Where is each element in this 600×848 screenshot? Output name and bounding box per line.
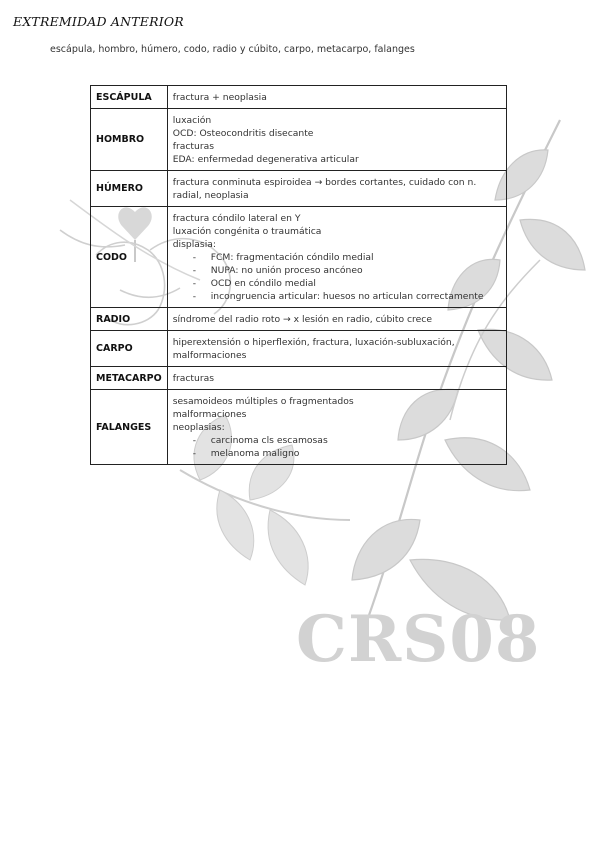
dash-marker: - bbox=[192, 435, 197, 446]
bone-name: RADIO bbox=[91, 308, 168, 331]
condition-line: hiperextensión o hiperflexión, fractura, luxación-subluxación, malformaciones bbox=[172, 337, 455, 361]
condition-line: malformaciones bbox=[172, 409, 247, 420]
condition-line: fracturas bbox=[172, 373, 215, 384]
sub-list bbox=[173, 251, 501, 303]
condition-line: luxación congénita o traumática bbox=[172, 226, 322, 237]
sub-item-text: NUPA: no unión proceso ancóneo bbox=[210, 265, 363, 276]
condition-cell bbox=[167, 207, 506, 308]
list-item bbox=[193, 447, 501, 460]
condition-cell bbox=[167, 109, 506, 171]
bone-name: CODO bbox=[91, 207, 168, 308]
list-item bbox=[193, 277, 501, 290]
condition-line: EDA: enfermedad degenerativa articular bbox=[172, 154, 359, 165]
dash-marker: - bbox=[192, 278, 197, 289]
condition-line: displasia: bbox=[172, 239, 216, 250]
sub-item-text: FCM: fragmentación cóndilo medial bbox=[210, 252, 374, 263]
dash-marker: - bbox=[192, 291, 197, 302]
condition-cell bbox=[167, 308, 506, 331]
bone-name: CARPO bbox=[91, 331, 168, 367]
table-row bbox=[91, 367, 507, 390]
subtitle: escápula, hombro, húmero, codo, radio y cúbito, carpo, metacarpo, falanges bbox=[50, 44, 415, 55]
table-row bbox=[91, 86, 507, 109]
list-item bbox=[193, 251, 501, 264]
table-row bbox=[91, 109, 507, 171]
dash-marker: - bbox=[192, 448, 197, 459]
table-row bbox=[91, 171, 507, 207]
condition-line: OCD: Osteocondritis disecante bbox=[172, 128, 314, 139]
table-row bbox=[91, 390, 507, 465]
table-row bbox=[91, 207, 507, 308]
list-item bbox=[193, 264, 501, 277]
bone-name: HOMBRO bbox=[91, 109, 168, 171]
sub-item-text: carcinoma cls escamosas bbox=[210, 435, 328, 446]
condition-line: sesamoideos múltiples o fragmentados bbox=[172, 396, 354, 407]
condition-cell bbox=[167, 171, 506, 207]
bones-table-body bbox=[91, 86, 507, 465]
condition-line: neoplasias: bbox=[172, 422, 225, 433]
condition-line: síndrome del radio roto → x lesión en radio, cúbito crece bbox=[172, 314, 432, 325]
table-row bbox=[91, 308, 507, 331]
condition-line: luxación bbox=[172, 115, 212, 126]
condition-cell bbox=[167, 86, 506, 109]
condition-cell bbox=[167, 331, 506, 367]
dash-marker: - bbox=[192, 265, 197, 276]
dash-marker: - bbox=[192, 252, 197, 263]
sub-item-text: OCD en cóndilo medial bbox=[210, 278, 316, 289]
bone-name: METACARPO bbox=[91, 367, 168, 390]
condition-line: fractura cóndilo lateral en Y bbox=[172, 213, 301, 224]
bone-name: ESCÁPULA bbox=[91, 86, 168, 109]
sub-item-text: incongruencia articular: huesos no articulan correctamente bbox=[210, 291, 484, 302]
list-item bbox=[193, 290, 501, 303]
bone-name: FALANGES bbox=[91, 390, 168, 465]
sub-item-text: melanoma maligno bbox=[210, 448, 300, 459]
sub-list bbox=[173, 434, 501, 460]
bone-name: HÚMERO bbox=[91, 171, 168, 207]
watermark: CRS08 bbox=[296, 602, 541, 677]
table-row bbox=[91, 331, 507, 367]
condition-cell bbox=[167, 367, 506, 390]
condition-line: fractura conminuta espiroidea → bordes cortantes, cuidado con n. radial, neoplasia bbox=[172, 177, 477, 201]
bones-table bbox=[90, 85, 507, 465]
condition-line: fractura + neoplasia bbox=[172, 92, 267, 103]
condition-line: fracturas bbox=[172, 141, 215, 152]
condition-cell bbox=[167, 390, 506, 465]
list-item bbox=[193, 434, 501, 447]
page-title: EXTREMIDAD ANTERIOR bbox=[13, 14, 184, 29]
